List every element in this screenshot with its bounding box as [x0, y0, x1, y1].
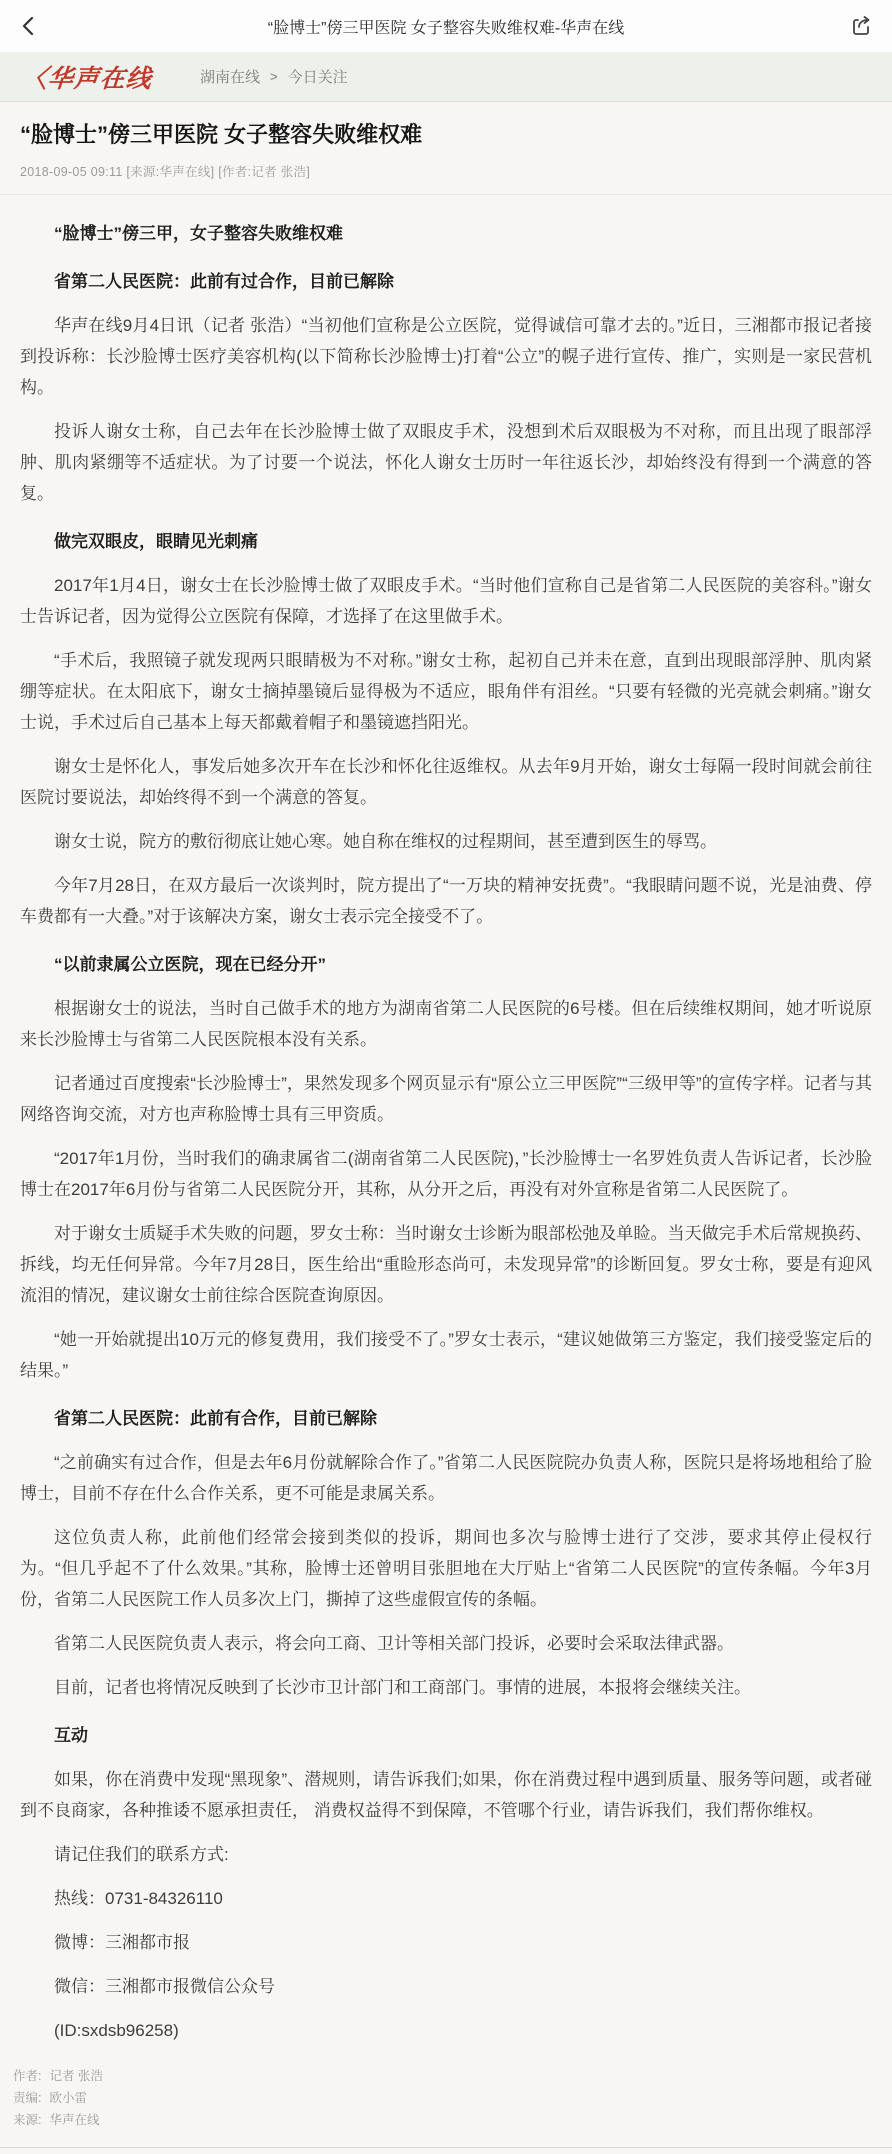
article-paragraph: 热线：0731-84326110 — [54, 1889, 223, 1908]
breadcrumb-separator: > — [270, 69, 278, 84]
top-bar — [0, 0, 892, 52]
footer-editor-value: 欧小雷 — [49, 2091, 87, 2105]
article-subheading: 省第二人民医院：此前有过合作，目前已解除 — [54, 272, 394, 291]
article-paragraph: 如果，你在消费中发现“黑现象”、潜规则，请告诉我们;如果，你在消费过程中遇到质量、服务等问题，或者碰到不良商家，各种推诿不愿承担责任， 消费权益得不到保障，不管哪个行业，请告诉我们，我们帮你维权。 — [20, 1770, 872, 1820]
article-paragraph: “2017年1月份，当时我们的确隶属省二(湖南省第二人民医院)，”长沙脸博士一名罗姓负责人告诉记者，长沙脸博士在2017年6月份与省第二人民医院分开，其称，从分开之后，再没有对外宣称是省第二人民医院了。 — [20, 1149, 872, 1199]
article-paragraph: 华声在线9月4日讯（记者 张浩）“当初他们宣称是公立医院，觉得诚信可靠才去的。”近日，三湘都市报记者接到投诉称：长沙脸博士医疗美容机构(以下简称长沙脸博士)打着“公立”的幌子进行宣传、推广，实则是一家民营机构。 — [20, 316, 872, 397]
article-paragraph: 目前，记者也将情况反映到了长沙市卫计部门和工商部门。事情的进展，本报将会继续关注。 — [54, 1678, 751, 1697]
breadcrumb — [200, 66, 348, 87]
article-footer — [0, 2063, 892, 2141]
article-paragraph: 今年7月28日，在双方最后一次谈判时，院方提出了“一万块的精神安抚费”。“我眼睛问题不说，光是油费、停车费都有一大叠。”对于该解决方案，谢女士表示完全接受不了。 — [20, 876, 872, 926]
chevron-left-icon — [18, 15, 40, 37]
article-paragraph: 2017年1月4日，谢女士在长沙脸博士做了双眼皮手术。“当时他们宣称自己是省第二人民医院的美容科。”谢女士告诉记者，因为觉得公立医院有保障，才选择了在这里做手术。 — [20, 576, 872, 626]
article-paragraph: 对于谢女士质疑手术失败的问题，罗女士称：当时谢女士诊断为眼部松弛及单睑。当天做完手术后常规换药、拆线，均无任何异常。今年7月28日，医生给出“重睑形态尚可，未发现异常”的诊断回复。罗女士称，要是有迎风流泪的情况，建议谢女士前往综合医院查询原因。 — [20, 1224, 872, 1305]
article-subheading: “以前隶属公立医院，现在已经分开” — [54, 955, 326, 974]
breadcrumb-section[interactable]: 湖南在线 — [200, 69, 261, 86]
footer-source-value: 华声在线 — [49, 2113, 100, 2127]
back-button[interactable] — [18, 9, 52, 43]
article-subheading: 做完双眼皮，眼睛见光刺痛 — [54, 532, 258, 551]
article-paragraph: 微博：三湘都市报 — [54, 1933, 190, 1952]
footer-source-label: 来源: — [13, 2113, 42, 2127]
footer-source-row — [13, 2109, 872, 2131]
site-logo[interactable]: 〈华声在线 — [20, 63, 153, 93]
article-paragraph: “手术后，我照镜子就发现两只眼睛极为不对称。”谢女士称，起初自己并未在意，直到出现眼部浮肿、肌肉紧绷等症状。在太阳底下，谢女士摘掉墨镜后显得极为不适应，眼角伴有泪丝。“只要有轻微的光亮就会刺痛。”谢女士说，手术过后自己基本上每天都戴着帽子和墨镜遮挡阳光。 — [20, 651, 872, 732]
breadcrumb-bar — [0, 52, 892, 102]
article-subheading: 互动 — [54, 1726, 88, 1745]
page-title: “脸博士”傍三甲医院 女子整容失败维权难-华声在线 — [267, 19, 625, 37]
article-paragraph: 省第二人民医院负责人表示，将会向工商、卫计等相关部门投诉，必要时会采取法律武器。 — [54, 1634, 734, 1653]
article-meta: 2018-09-05 09:11 [来源:华声在线] [作者:记者 张浩] — [20, 165, 311, 179]
share-icon — [850, 14, 874, 38]
article-paragraph: 微信：三湘都市报微信公众号 — [54, 1977, 275, 1996]
footer-author-row — [13, 2065, 872, 2087]
bottom-space — [0, 2148, 892, 2154]
article-paragraph: 投诉人谢女士称，自己去年在长沙脸博士做了双眼皮手术，没想到术后双眼极为不对称，而且出现了眼部浮肿、肌肉紧绷等不适症状。为了讨要一个说法，怀化人谢女士历时一年往返长沙，却始终没有得到一个满意的答复。 — [20, 422, 872, 503]
article-paragraph: 根据谢女士的说法，当时自己做手术的地方为湖南省第二人民医院的6号楼。但在后续维权期间，她才听说原来长沙脸博士与省第二人民医院根本没有关系。 — [20, 999, 872, 1049]
footer-author-value: 记者 张浩 — [49, 2069, 103, 2083]
article-header — [0, 102, 892, 180]
footer-author-label: 作者: — [13, 2069, 42, 2083]
article-paragraph: “她一开始就提出10万元的修复费用，我们接受不了。”罗女士表示，“建议她做第三方鉴定，我们接受鉴定后的结果。” — [20, 1330, 872, 1380]
article-paragraph: (ID:sxdsb96258) — [54, 2021, 179, 2040]
article-paragraph: 记者通过百度搜索“长沙脸博士”，果然发现多个网页显示有“原公立三甲医院”“三级甲等”的宣传字样。记者与其网络咨询交流，对方也声称脸博士具有三甲资质。 — [20, 1074, 872, 1124]
share-button[interactable] — [840, 9, 874, 43]
footer-editor-label: 责编: — [13, 2091, 42, 2105]
article-paragraph: “之前确实有过合作，但是去年6月份就解除合作了。”省第二人民医院院办负责人称，医院只是将场地租给了脸博士，目前不存在什么合作关系，更不可能是隶属关系。 — [20, 1453, 872, 1503]
article-subheading: 省第二人民医院：此前有合作，目前已解除 — [54, 1409, 377, 1428]
article-paragraph: 谢女士说，院方的敷衍彻底让她心寒。她自称在维权的过程期间，甚至遭到医生的辱骂。 — [54, 832, 717, 851]
article-paragraph: 谢女士是怀化人，事发后她多次开车在长沙和怀化往返维权。从去年9月开始，谢女士每隔一段时间就会前往医院讨要说法，却始终得不到一个满意的答复。 — [20, 757, 872, 807]
article-paragraph: 请记住我们的联系方式: — [54, 1845, 229, 1864]
footer-editor-row — [13, 2087, 872, 2109]
article — [0, 102, 892, 2154]
article-paragraph: 这位负责人称，此前他们经常会接到类似的投诉，期间也多次与脸博士进行了交涉，要求其停止侵权行为。“但几乎起不了什么效果。”其称，脸博士还曾明目张胆地在大厅贴上“省第二人民医院”的宣传条幅。今年3月份，省第二人民医院工作人员多次上门，撕掉了这些虚假宣传的条幅。 — [20, 1528, 872, 1609]
article-subheading: “脸博士”傍三甲，女子整容失败维权难 — [54, 224, 343, 243]
breadcrumb-current[interactable]: 今日关注 — [287, 69, 348, 86]
article-body — [0, 195, 892, 2063]
article-title: “脸博士”傍三甲医院 女子整容失败维权难 — [20, 122, 423, 147]
